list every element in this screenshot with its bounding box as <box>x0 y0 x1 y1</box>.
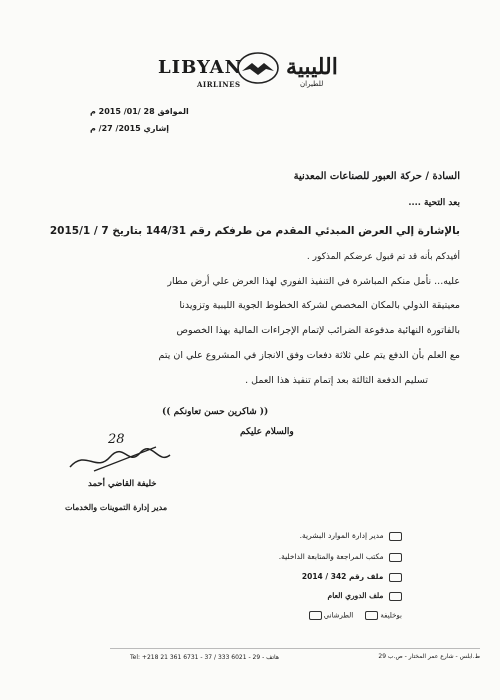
cc-item-4: ملف الدوري العام <box>328 591 402 601</box>
brand-name-ar: الليبية <box>286 54 338 80</box>
date-line <box>90 107 189 116</box>
date-label: الموافق <box>157 107 189 116</box>
checkbox-icon <box>389 592 402 601</box>
cc-item-3: ملف رقم 342 / 2014 <box>302 572 402 582</box>
checkbox-icon <box>389 553 402 562</box>
paragraph-2-line-3: بالفاتورة النهائية مدفوعة الضرائب لإتمام الإجراءات المالية بهذا الخصوص <box>176 325 460 336</box>
footer-phone: Tel: +218 21 361 6731 - 37 / 333 6021 - 29 - هاتف <box>130 654 280 661</box>
attach-label-2: الطرشاني <box>323 611 354 620</box>
addressee: السادة / حركة العبور للصناعات المعدنية <box>293 171 460 182</box>
paragraph-2-line-2: معيتيقة الدولي بالمكان المخصص لشركة الخطوط الجوية الليبية وتزويدنا <box>179 300 460 311</box>
paragraph-2-line-5: تسليم الدفعة الثالثة بعد إتمام تنفيذ هذا العمل . <box>245 375 428 386</box>
footer-address: ط.ابلس - شارع عمر المختار - ص.ب 29 <box>378 653 480 660</box>
closing-line: والسلام عليكم <box>240 427 294 437</box>
handwritten-number: 28 <box>108 432 125 447</box>
brand-name-en: LIBYAN <box>158 57 243 78</box>
paragraph-2-line-1: عليه... نأمل منكم المباشرة في التنفيذ الفوري لهذا العرض علي أرض مطار <box>167 276 460 287</box>
signatory-title: مدير إدارة التموينات والخدمات <box>65 502 168 512</box>
brand-subtitle-en: AIRLINES <box>197 80 241 89</box>
paragraph-1-line-2: أفيدكم بأنه قد تم قبول عرضكم المذكور . <box>306 252 460 262</box>
checkbox-icon <box>389 573 402 582</box>
thanks-line: (( شاكرين حسن تعاونكم )) <box>162 407 269 417</box>
date-value: 28 /01/ 2015 م <box>90 107 155 116</box>
cc-item-2: مكتب المراجعة والمتابعة الداخلية. <box>279 552 402 562</box>
paragraph-1-line-1: بالإشارة إلي العرض المبدئي المقدم من طرفكم رقم 144/31 بتاريخ 7 / 2015/1 <box>49 225 460 237</box>
checkbox-icon <box>365 611 378 620</box>
attach-label: بوخليفة <box>380 611 402 620</box>
attach-line <box>306 611 402 620</box>
signature-scribble-icon <box>66 445 176 479</box>
cc-item-1: مدير إدارة الموارد البشرية. <box>300 531 402 541</box>
reference-label: إشاري <box>143 124 170 133</box>
checkbox-icon <box>309 611 322 620</box>
bird-logo-icon <box>236 51 280 89</box>
reference-line <box>90 124 169 133</box>
brand-subtitle-ar: للطيران <box>300 80 324 88</box>
signatory-name: خليفة القاضي أحمد <box>88 479 157 489</box>
greeting: بعد التحية .... <box>408 198 460 208</box>
footer-divider <box>110 648 480 649</box>
paragraph-2-line-4: مع العلم بأن الدفع يتم علي ثلاثة دفعات وفق الانجاز في المشروع علي ان يتم <box>158 350 460 361</box>
checkbox-icon <box>389 532 402 541</box>
reference-value: 2015/ 27/ م <box>90 124 141 133</box>
